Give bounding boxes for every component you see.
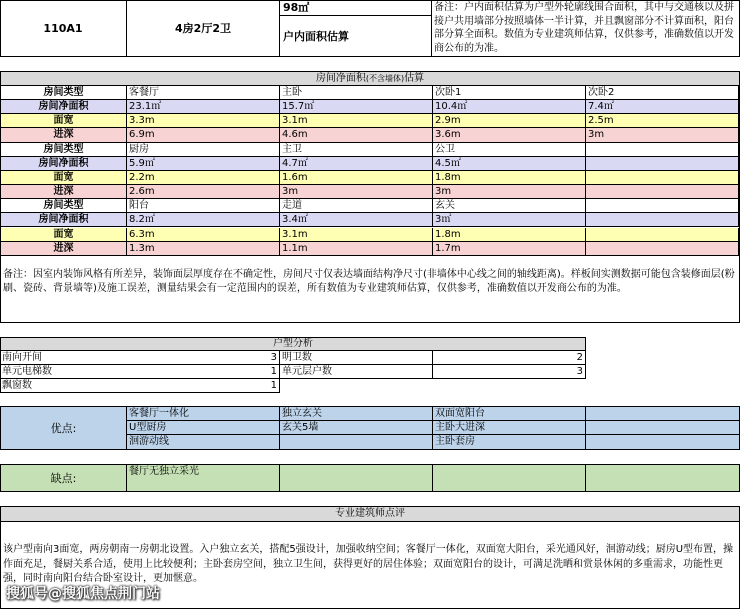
room-cell: 23.1㎡ <box>127 100 280 114</box>
rooms-note: 备注：因室内装饰风格有所差异，装饰面层厚度存在不确定性，房间尺寸仅表达墙面结构净尺寸(非墙体中心线之间的轴线距离)。样板间实测数据可能包含装修面层(粉刷、瓷砖、背景墙等)及施工误差，测量结果会有一定范围内的误差，所有数值为专业建筑师估算，仅供参考，准确数值以开发商公布的为准。 <box>3 269 735 294</box>
room-cell: 3m <box>280 185 433 199</box>
room-cell: 主卫 <box>280 143 433 157</box>
room-cell: 4.7㎡ <box>280 157 433 171</box>
room-cell <box>586 228 739 242</box>
analysis-value: 1 <box>270 366 277 377</box>
room-cell <box>586 157 739 171</box>
area-value: 98㎡ <box>280 0 432 16</box>
room-cell: 3㎡ <box>433 213 586 227</box>
rooms-title-main: 房间净面积 <box>315 73 366 84</box>
room-cell: 6.3m <box>127 228 280 242</box>
room-cell: 3.4㎡ <box>280 213 433 227</box>
room-cell: 客餐厅 <box>127 86 280 100</box>
room-cell: 5.9㎡ <box>127 157 280 171</box>
room-cell: 1.1m <box>280 242 433 256</box>
analysis-value: 3 <box>270 352 277 363</box>
room-row-label: 面宽 <box>1 114 127 128</box>
cons-item: 餐厅无独立采光 <box>127 464 280 492</box>
unit-layout: 4房2厅2卫 <box>127 0 280 57</box>
pros-item: 主卧大进深 <box>433 421 586 436</box>
watermark: 搜狐号@搜狐焦点荆门站 <box>6 586 160 602</box>
room-row-label: 进深 <box>1 242 127 256</box>
rooms-title-suffix: 估算 <box>404 73 425 84</box>
room-cell: 1.7m <box>433 242 586 256</box>
room-cell: 2.6m <box>127 185 280 199</box>
room-cell: 3.3m <box>127 114 280 128</box>
room-cell <box>586 242 739 256</box>
rooms-title <box>1 72 739 86</box>
analysis-title: 户型分析 <box>0 337 586 351</box>
cons-item <box>280 464 433 492</box>
room-row-label: 房间净面积 <box>1 100 127 114</box>
analysis-value: 1 <box>270 380 277 391</box>
pros-item <box>586 406 740 421</box>
cons-item <box>433 464 586 492</box>
analysis-key: 飘窗数 <box>2 380 32 391</box>
room-cell: 3m <box>586 128 739 142</box>
room-cell: 8.2㎡ <box>127 213 280 227</box>
room-cell: 6.9m <box>127 128 280 142</box>
room-row-label: 进深 <box>1 185 127 199</box>
room-cell: 次卧2 <box>586 86 739 100</box>
pros-item: U型厨房 <box>127 421 280 436</box>
room-cell: 3.1m <box>280 114 433 128</box>
cons-item <box>586 464 740 492</box>
room-row-label: 房间净面积 <box>1 213 127 227</box>
room-row-label: 房间类型 <box>1 86 127 100</box>
pros-label: 优点: <box>0 406 127 450</box>
pros-item: 客餐厅一体化 <box>127 406 280 421</box>
room-cell: 3.6m <box>433 128 586 142</box>
pros-item: 洄游动线 <box>127 435 280 450</box>
room-cell: 主卧 <box>280 86 433 100</box>
pros-item: 双面宽阳台 <box>433 406 586 421</box>
room-cell: 4.6m <box>280 128 433 142</box>
room-cell: 玄关 <box>433 199 586 213</box>
pros-item: 玄关5墙 <box>280 421 433 436</box>
review-title: 专业建筑师点评 <box>1 507 739 522</box>
analysis-key: 明卫数 <box>282 352 312 363</box>
room-cell <box>586 185 739 199</box>
room-cell: 7.4㎡ <box>586 100 739 114</box>
room-row-label: 面宽 <box>1 171 127 185</box>
room-cell: 15.7㎡ <box>280 100 433 114</box>
room-row-label: 房间类型 <box>1 143 127 157</box>
rooms-title-small: (不含墙体) <box>365 74 405 83</box>
room-cell: 1.8m <box>433 228 586 242</box>
pros-item: 主卧套房 <box>433 435 586 450</box>
room-cell: 走道 <box>280 199 433 213</box>
room-cell: 1.6m <box>280 171 433 185</box>
room-cell <box>586 143 739 157</box>
room-cell: 1.8m <box>433 171 586 185</box>
room-cell: 次卧1 <box>433 86 586 100</box>
pros-item <box>586 421 740 436</box>
cons-label: 缺点: <box>0 464 127 492</box>
analysis-value: 2 <box>576 352 583 363</box>
room-cell: 1.3m <box>127 242 280 256</box>
room-cell: 2.9m <box>433 114 586 128</box>
room-cell: 2.5m <box>586 114 739 128</box>
room-cell: 4.5㎡ <box>433 157 586 171</box>
room-row-label: 进深 <box>1 128 127 142</box>
room-cell: 阳台 <box>127 199 280 213</box>
review-text: 该户型南向3面宽，两房朝南一房朝北设置。入户独立玄关，搭配5强设计，加强收纳空间；客餐厅一体化，双面宽大阳台，采光通风好，洄游动线；厨房U型布置，操作面充足，餐厨关系合适，使用上比较便利；主卧套房空间，独立卫生间，获得更好的居住体验；双面宽阳台的设计，可满足洗晒和赏景休闲的多重需求，功能性更强，同时南向阳台结合卧室设计，更加惬意。 <box>3 544 734 584</box>
pros-item <box>280 435 433 450</box>
analysis-value: 3 <box>576 366 583 377</box>
room-cell <box>586 171 739 185</box>
room-row-label: 面宽 <box>1 228 127 242</box>
unit-code: 110A1 <box>0 0 127 57</box>
room-cell <box>586 199 739 213</box>
room-row-label: 房间净面积 <box>1 157 127 171</box>
room-cell: 2.2m <box>127 171 280 185</box>
room-row-label: 房间类型 <box>1 199 127 213</box>
room-cell: 厨房 <box>127 143 280 157</box>
room-cell <box>586 213 739 227</box>
room-cell: 3.1m <box>280 228 433 242</box>
room-cell: 3m <box>433 185 586 199</box>
area-label: 户内面积估算 <box>280 16 432 57</box>
analysis-key: 南向开间 <box>2 352 42 363</box>
header-note: 备注：户内面积估算为户型外轮廓线围合面积，其中与交通核以及拼接户共用墙部分按照墙体一半计算，并且飘窗部分不计算面积，阳台部分算全面积。数值为专业建筑师估算，仅供参考，准确数值以开发商公布的为准。 <box>434 2 734 54</box>
analysis-key: 单元电梯数 <box>2 366 52 377</box>
pros-item: 独立玄关 <box>280 406 433 421</box>
room-cell: 公卫 <box>433 143 586 157</box>
pros-item <box>586 435 740 450</box>
room-cell: 10.4㎡ <box>433 100 586 114</box>
analysis-key: 单元层户数 <box>282 366 332 377</box>
